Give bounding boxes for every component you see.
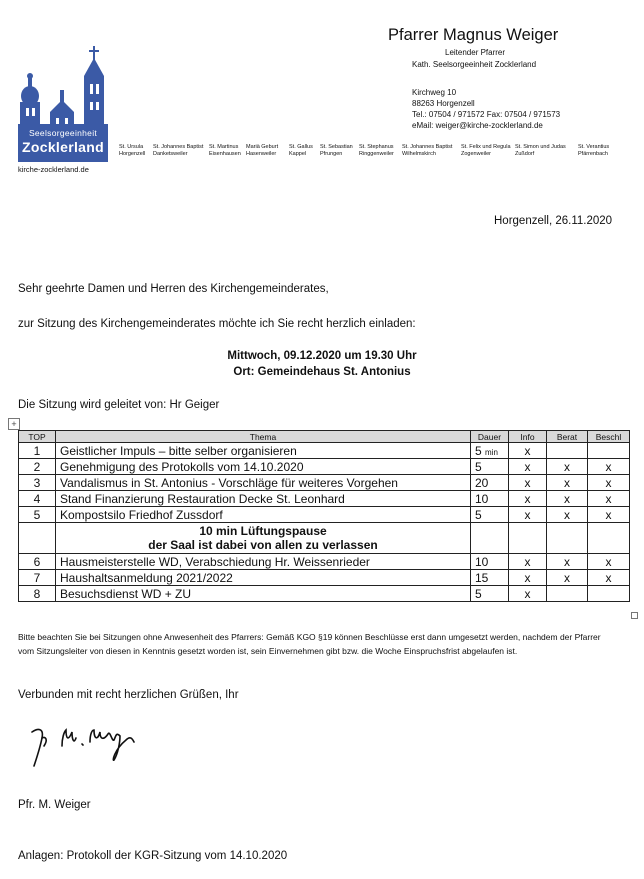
dauer-value: 10 [475,491,489,506]
cell-empty [547,523,588,554]
agenda-table [18,430,630,602]
greeting: Sehr geehrte Damen und Herren des Kirchengemeinderates, [18,283,329,295]
cell-berat [547,586,588,602]
cell-dauer [471,459,509,475]
parish-name: St. Simon und Judas [515,144,566,150]
logo-line-1: Seelsorgeeinheit [28,128,98,138]
table-row [19,570,630,586]
parish-place: Hasenweiler [246,151,277,157]
cell-info: x [509,443,547,459]
parish-entry [402,144,452,158]
dauer-value: 5 [475,443,482,458]
cell-beschl: x [588,507,630,523]
kgo-note: Bitte beachten Sie bei Sitzungen ohne Anwesenheit des Pfarrers: Gemäß KGO §19 können Beschlüsse erst dann umgesetzt werden, nachdem der Pfarrer vom Sitzungsleiter von diesen in Kenntnis gesetzt worden ist, sein Einvernehmen gibt bzw. die Woche Einspruchsfrist abgelaufen ist. [18,632,601,656]
cell-info: x [509,586,547,602]
cell-top: 1 [19,443,56,459]
dauer-value: 5 [475,586,482,601]
pause-cell [56,523,471,554]
parish-place: Pfärrenbach [578,151,608,157]
cell-berat: x [547,491,588,507]
cell-empty [19,523,56,554]
cell-beschl: x [588,554,630,570]
cell-thema: Hausmeisterstelle WD, Verabschiedung Hr. Weissenrieder [56,554,471,570]
parish-entry [289,144,313,158]
parish-name: St. Gallus [289,144,313,150]
cell-top: 3 [19,475,56,491]
cell-info: x [509,491,547,507]
invitation-text: zur Sitzung des Kirchengemeinderates möchte ich Sie recht herzlich einladen: [18,318,416,330]
parish-entry [119,144,145,158]
cell-top: 7 [19,570,56,586]
cell-empty [509,523,547,554]
cell-beschl: x [588,475,630,491]
parish-place: Zogenweiler [461,151,491,157]
meeting-place: Ort: Gemeindehaus St. Antonius [233,366,411,378]
table-move-handle-icon[interactable]: + [8,418,20,430]
cell-dauer [471,570,509,586]
parish-entry [515,144,566,158]
attachment-text: Anlagen: Protokoll der KGR-Sitzung vom 14.10.2020 [18,850,288,862]
parish-entry [461,144,511,158]
parish-place: Zußdorf [515,151,535,157]
parish-place: Kappel [289,151,307,157]
dauer-value: 10 [475,554,489,569]
cell-info: x [509,570,547,586]
cell-berat: x [547,459,588,475]
cell-dauer [471,443,509,459]
cell-info: x [509,475,547,491]
signer-name: Pfr. M. Weiger [18,799,91,811]
address-email: eMail: weiger@kirche-zocklerland.de [412,121,543,130]
header-beschl: Beschl [588,431,630,443]
sender-org: Kath. Seelsorgeeinheit Zocklerland [412,60,537,69]
parish-list [119,144,619,164]
table-row [19,459,630,475]
pause-line-1: 10 min Lüftungspause [199,524,327,538]
pause-row [19,523,630,554]
sender-role: Leitender Pfarrer [445,48,506,57]
dauer-unit: min [485,447,498,457]
cell-empty [588,523,630,554]
cell-thema: Kompostsilo Friedhof Zussdorf [56,507,471,523]
address-phone: Tel.: 07504 / 971572 Fax: 07504 / 971573 [412,110,561,119]
header-berat: Berat [547,431,588,443]
sender-name: Pfarrer Magnus Weiger [388,26,559,44]
cell-thema: Haushaltsanmeldung 2021/2022 [56,570,471,586]
address-city: 88263 Horgenzell [412,99,475,108]
table-row [19,491,630,507]
cell-top: 8 [19,586,56,602]
meeting-info [0,348,644,380]
parish-name: St. Martinus [209,144,239,150]
cell-top: 2 [19,459,56,475]
cell-top: 6 [19,554,56,570]
cell-thema: Geistlicher Impuls – bitte selber organisieren [56,443,471,459]
cell-beschl [588,586,630,602]
dauer-value: 5 [475,507,482,522]
cell-berat: x [547,507,588,523]
table-header-row [19,431,630,443]
pause-line-2: der Saal ist dabei von allen zu verlassen [148,538,378,552]
parish-name: Mariä Geburt [246,144,279,150]
website-url: kirche-zocklerland.de [18,165,89,174]
parish-entry [246,144,278,158]
dauer-value: 15 [475,570,489,585]
cell-top: 4 [19,491,56,507]
parish-place: Danketsweiler [153,151,188,157]
table-row [19,443,630,459]
dauer-value: 5 [475,459,482,474]
table-row [19,507,630,523]
table-row [19,554,630,570]
header-info: Info [509,431,547,443]
parish-name: St. Ursula [119,144,144,150]
table-row [19,475,630,491]
cell-thema: Stand Finanzierung Restauration Decke St. Leonhard [56,491,471,507]
parish-name: St. Stephanus [359,144,394,150]
cell-thema: Genehmigung des Protokolls vom 14.10.2020 [56,459,471,475]
cell-berat: x [547,570,588,586]
cell-berat: x [547,475,588,491]
logo-line-2: Zocklerland [22,139,104,155]
table-row [19,586,630,602]
cell-empty [471,523,509,554]
address-street: Kirchweg 10 [412,88,457,97]
parish-place: Pfrungen [320,151,343,157]
cell-dauer [471,475,509,491]
cell-dauer [471,554,509,570]
parish-entry [578,144,609,158]
cell-beschl: x [588,570,630,586]
cell-dauer [471,491,509,507]
parish-name: St. Johannes Baptist [153,144,204,150]
closing-text: Verbunden mit recht herzlichen Grüßen, Ihr [18,689,239,701]
cell-beschl: x [588,491,630,507]
parish-place: Ringgenweiler [359,151,394,157]
parish-place: Wilhelmskirch [402,151,436,157]
cell-berat: x [547,554,588,570]
parish-place: Horgenzell [119,151,146,157]
cell-info: x [509,507,547,523]
cell-dauer [471,507,509,523]
cell-beschl: x [588,459,630,475]
header-top: TOP [19,431,56,443]
cell-dauer [471,586,509,602]
cell-beschl [588,443,630,459]
cell-info: x [509,459,547,475]
header-thema: Thema [56,431,471,443]
cell-thema: Besuchsdienst WD + ZU [56,586,471,602]
parish-name: St. Verantius [578,144,610,150]
parish-name: St. Sebastian [320,144,353,150]
logo-text-box [18,124,108,162]
dauer-value: 20 [475,475,489,490]
table-resize-handle[interactable] [631,612,638,619]
cell-info: x [509,554,547,570]
parish-entry [320,144,353,158]
parish-name: St. Felix und Regula [461,144,511,150]
cell-thema: Vandalismus in St. Antonius - Vorschläge für weiteres Vorgehen [56,475,471,491]
parish-entry [359,144,394,158]
signature-icon [28,718,158,770]
led-by: Die Sitzung wird geleitet von: Hr Geiger [18,399,220,411]
cell-top: 5 [19,507,56,523]
parish-name: St. Johannes Baptist [402,144,453,150]
letter-date: Horgenzell, 26.11.2020 [494,215,613,227]
header-dauer: Dauer [471,431,509,443]
parish-place: Eisenhausen [209,151,241,157]
parish-entry [153,144,203,158]
parish-entry [209,144,241,158]
meeting-date: Mittwoch, 09.12.2020 um 19.30 Uhr [227,350,417,362]
cell-berat [547,443,588,459]
